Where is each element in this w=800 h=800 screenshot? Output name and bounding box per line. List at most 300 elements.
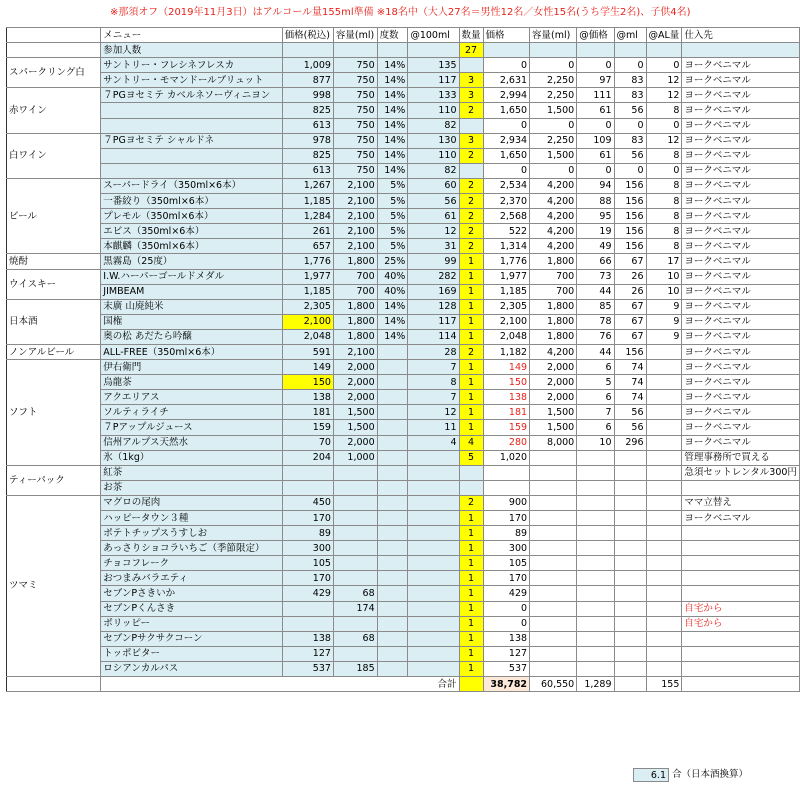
cell-qty: 1 — [459, 586, 483, 601]
table-row — [7, 390, 800, 405]
cell-item-name: ハッピータウン３種 — [101, 511, 282, 526]
category-label: ビール — [7, 178, 101, 253]
cell-item-name: ７Pアップルジュース — [101, 420, 282, 435]
cell-item-name: I.W.ハーパーゴールドメダル — [101, 269, 282, 284]
cell-total-price: 89 — [483, 526, 530, 541]
cell-item-name: おつまみバラエティ — [101, 571, 282, 586]
cell-price: 204 — [282, 450, 333, 465]
cell-price — [282, 616, 333, 631]
cell-qty: 1 — [459, 616, 483, 631]
cell-supplier: ママ立替え — [682, 495, 800, 510]
cell-abv: 5% — [377, 239, 408, 254]
cell-unit-price: 44 — [577, 344, 614, 359]
cell-unit-ml: 74 — [614, 375, 646, 390]
header-volume: 容量(ml) — [333, 28, 377, 43]
empty-cell — [333, 43, 377, 58]
cell-unit-al: 12 — [646, 73, 682, 88]
cell-total-volume: 1,500 — [530, 405, 577, 420]
cell-qty: 3 — [459, 88, 483, 103]
cell-total-volume — [530, 526, 577, 541]
cell-volume — [333, 495, 377, 510]
table-row — [7, 148, 800, 163]
cell-qty: 2 — [459, 103, 483, 118]
cell-unit-al — [646, 390, 682, 405]
header-abv: 度数 — [377, 28, 408, 43]
cell-total-volume — [530, 646, 577, 661]
cell-per100: 60 — [408, 178, 459, 193]
cell-unit-al — [646, 646, 682, 661]
cell-unit-ml: 56 — [614, 405, 646, 420]
cell-price: 149 — [282, 360, 333, 375]
cell-unit-ml — [614, 541, 646, 556]
cell-volume — [333, 556, 377, 571]
cell-price: 1,267 — [282, 178, 333, 193]
cell-unit-al — [646, 344, 682, 359]
cell-volume: 2,100 — [333, 209, 377, 224]
cell-volume: 1,500 — [333, 405, 377, 420]
cell-per100: 135 — [408, 58, 459, 73]
cell-volume — [333, 616, 377, 631]
cell-item-name: トッポビター — [101, 646, 282, 661]
cell-unit-price: 6 — [577, 390, 614, 405]
cell-total-volume: 2,000 — [530, 375, 577, 390]
cell-unit-price: 97 — [577, 73, 614, 88]
cell-total-volume: 4,200 — [530, 344, 577, 359]
cell-per100: 110 — [408, 103, 459, 118]
table-row — [7, 103, 800, 118]
header-row — [7, 28, 800, 43]
cell-unit-ml: 156 — [614, 344, 646, 359]
cell-qty: 1 — [459, 284, 483, 299]
cell-per100 — [408, 661, 459, 676]
cell-price: 150 — [282, 375, 333, 390]
cell-volume — [333, 541, 377, 556]
category-label: スパークリング白 — [7, 58, 101, 88]
cell-supplier: ヨークベニマル — [682, 163, 800, 178]
cell-volume: 185 — [333, 661, 377, 676]
category-label: ツマミ — [7, 495, 101, 676]
cell-supplier: ヨークベニマル — [682, 511, 800, 526]
cell-unit-al: 0 — [646, 118, 682, 133]
cell-unit-ml: 26 — [614, 269, 646, 284]
header-supplier: 仕入先 — [682, 28, 800, 43]
cell-total-price — [483, 480, 530, 495]
cell-unit-al — [646, 586, 682, 601]
cell-total-price: 2,100 — [483, 314, 530, 329]
cell-unit-ml: 83 — [614, 73, 646, 88]
cell-abv: 14% — [377, 329, 408, 344]
cell-per100: 11 — [408, 420, 459, 435]
table-row — [7, 360, 800, 375]
cell-per100: 110 — [408, 148, 459, 163]
cell-price: 877 — [282, 73, 333, 88]
cell-unit-al — [646, 420, 682, 435]
cell-per100 — [408, 450, 459, 465]
cell-total-volume: 0 — [530, 58, 577, 73]
cell-unit-al — [646, 375, 682, 390]
cell-unit-ml: 156 — [614, 224, 646, 239]
cell-supplier: 自宅から — [682, 616, 800, 631]
cell-volume: 750 — [333, 58, 377, 73]
cell-qty: 1 — [459, 601, 483, 616]
totals-label: 合計 — [101, 677, 459, 692]
cell-unit-price: 76 — [577, 329, 614, 344]
cell-per100: 31 — [408, 239, 459, 254]
cell-unit-ml — [614, 556, 646, 571]
table-row — [7, 178, 800, 193]
cell-abv: 14% — [377, 314, 408, 329]
cell-unit-price: 88 — [577, 194, 614, 209]
table-row — [7, 480, 800, 495]
cell-price: 89 — [282, 526, 333, 541]
cell-price: 127 — [282, 646, 333, 661]
cell-qty: 1 — [459, 314, 483, 329]
cell-unit-ml — [614, 586, 646, 601]
cell-total-volume — [530, 586, 577, 601]
cell-unit-ml: 296 — [614, 435, 646, 450]
cell-abv: 5% — [377, 224, 408, 239]
cell-item-name: アクエリアス — [101, 390, 282, 405]
category-label: 日本酒 — [7, 299, 101, 344]
cell-total-volume: 2,000 — [530, 360, 577, 375]
table-row — [7, 586, 800, 601]
cell-total-volume — [530, 450, 577, 465]
cell-per100: 82 — [408, 118, 459, 133]
cell-supplier: ヨークベニマル — [682, 435, 800, 450]
table-row — [7, 450, 800, 465]
cell-qty: 3 — [459, 133, 483, 148]
cell-unit-ml — [614, 616, 646, 631]
cell-per100 — [408, 526, 459, 541]
cell-item-name: 信州アルプス天然水 — [101, 435, 282, 450]
cell-item-name: ７PGヨセミテ シャルドネ — [101, 133, 282, 148]
cell-volume: 750 — [333, 73, 377, 88]
table-row — [7, 239, 800, 254]
cell-per100: 130 — [408, 133, 459, 148]
cell-per100 — [408, 646, 459, 661]
cell-qty: 4 — [459, 435, 483, 450]
cell-supplier: ヨークベニマル — [682, 118, 800, 133]
cell-price: 613 — [282, 118, 333, 133]
cell-unit-price — [577, 586, 614, 601]
table-row — [7, 571, 800, 586]
cell-unit-al: 8 — [646, 178, 682, 193]
cell-total-volume — [530, 631, 577, 646]
cell-qty: 1 — [459, 661, 483, 676]
cell-per100: 56 — [408, 194, 459, 209]
cell-abv — [377, 661, 408, 676]
cell-total-price: 0 — [483, 118, 530, 133]
cell-qty: 1 — [459, 254, 483, 269]
cell-volume: 700 — [333, 284, 377, 299]
cell-price — [282, 601, 333, 616]
table-row — [7, 329, 800, 344]
table-row — [7, 88, 800, 103]
cell-price: 1,284 — [282, 209, 333, 224]
cell-price: 2,305 — [282, 299, 333, 314]
cell-abv — [377, 586, 408, 601]
cell-price: 450 — [282, 495, 333, 510]
participants-row — [7, 43, 800, 58]
cell-price — [282, 465, 333, 480]
inventory-table — [6, 27, 800, 692]
cell-per100 — [408, 556, 459, 571]
cell-qty: 2 — [459, 148, 483, 163]
cell-price: 2,100 — [282, 314, 333, 329]
table-row — [7, 661, 800, 676]
cell-unit-price — [577, 511, 614, 526]
cell-per100 — [408, 511, 459, 526]
cell-volume: 1,500 — [333, 420, 377, 435]
cell-total-price: 429 — [483, 586, 530, 601]
cell-qty: 1 — [459, 571, 483, 586]
category-label: 焼酎 — [7, 254, 101, 269]
table-row — [7, 163, 800, 178]
cell-supplier: ヨークベニマル — [682, 375, 800, 390]
table-row — [7, 118, 800, 133]
header-unit-ml: @ml — [614, 28, 646, 43]
cell-total-price: 537 — [483, 661, 530, 676]
cell-total-volume: 2,000 — [530, 390, 577, 405]
empty-cell — [282, 43, 333, 58]
cell-item-name: マグロの尾肉 — [101, 495, 282, 510]
cell-abv — [377, 541, 408, 556]
cell-volume: 1,800 — [333, 254, 377, 269]
cell-qty: 2 — [459, 495, 483, 510]
cell-qty: 1 — [459, 405, 483, 420]
cell-item-name: ポテトチップスうすしお — [101, 526, 282, 541]
cell-per100: 12 — [408, 224, 459, 239]
cell-unit-price: 49 — [577, 239, 614, 254]
table-row — [7, 194, 800, 209]
cell-supplier — [682, 480, 800, 495]
cell-abv — [377, 480, 408, 495]
cell-price: 429 — [282, 586, 333, 601]
cell-total-volume: 1,500 — [530, 148, 577, 163]
cell-item-name: サントリー・フレシネフレスカ — [101, 58, 282, 73]
cell-price: 170 — [282, 511, 333, 526]
cell-unit-price: 66 — [577, 254, 614, 269]
cell-unit-price: 85 — [577, 299, 614, 314]
cell-abv — [377, 495, 408, 510]
cell-unit-ml: 74 — [614, 390, 646, 405]
empty-cell — [377, 43, 408, 58]
cell-abv — [377, 646, 408, 661]
cell-price: 537 — [282, 661, 333, 676]
cell-unit-ml: 83 — [614, 133, 646, 148]
cell-unit-price: 19 — [577, 224, 614, 239]
cell-unit-al: 0 — [646, 163, 682, 178]
totals-volume: 60,550 — [530, 677, 577, 692]
cell-supplier — [682, 661, 800, 676]
cell-per100: 28 — [408, 344, 459, 359]
cell-item-name: ７PGヨセミテ カベルネソーヴィニヨン — [101, 88, 282, 103]
category-label: 赤ワイン — [7, 88, 101, 133]
cell-abv — [377, 616, 408, 631]
table-row — [7, 495, 800, 510]
cell-supplier: ヨークベニマル — [682, 284, 800, 299]
table-row — [7, 269, 800, 284]
cell-supplier — [682, 571, 800, 586]
cell-item-name: 氷（1kg） — [101, 450, 282, 465]
empty-cell — [682, 43, 800, 58]
cell-volume: 1,800 — [333, 299, 377, 314]
cell-price: 300 — [282, 541, 333, 556]
cell-per100 — [408, 465, 459, 480]
cell-volume: 2,100 — [333, 178, 377, 193]
cell-per100: 7 — [408, 390, 459, 405]
cell-price: 825 — [282, 148, 333, 163]
cell-total-price: 1,650 — [483, 103, 530, 118]
cell-unit-price: 44 — [577, 284, 614, 299]
cell-total-price: 1,977 — [483, 269, 530, 284]
cell-unit-price: 10 — [577, 435, 614, 450]
cell-per100 — [408, 631, 459, 646]
cell-total-price: 138 — [483, 631, 530, 646]
cell-item-name: 伊右衛門 — [101, 360, 282, 375]
cell-item-name: ロシアンカルパス — [101, 661, 282, 676]
cell-qty: 1 — [459, 390, 483, 405]
cell-item-name: 紅茶 — [101, 465, 282, 480]
cell-volume: 1,800 — [333, 314, 377, 329]
cell-total-price: 1,314 — [483, 239, 530, 254]
cell-supplier: ヨークベニマル — [682, 360, 800, 375]
cell-supplier: 管理事務所で買える — [682, 450, 800, 465]
cell-unit-price: 111 — [577, 88, 614, 103]
cell-per100: 8 — [408, 375, 459, 390]
cell-item-name — [101, 103, 282, 118]
cell-total-price: 0 — [483, 616, 530, 631]
cell-qty: 1 — [459, 631, 483, 646]
cell-unit-price — [577, 541, 614, 556]
cell-volume: 750 — [333, 163, 377, 178]
cell-price — [282, 480, 333, 495]
cell-supplier: ヨークベニマル — [682, 314, 800, 329]
cell-supplier: ヨークベニマル — [682, 209, 800, 224]
cell-unit-al — [646, 405, 682, 420]
cell-abv: 25% — [377, 254, 408, 269]
cell-item-name: あっさりショコラいちご（季節限定） — [101, 541, 282, 556]
cell-supplier: ヨークベニマル — [682, 88, 800, 103]
cell-total-price: 150 — [483, 375, 530, 390]
empty-cell — [530, 43, 577, 58]
cell-unit-price — [577, 556, 614, 571]
cell-unit-ml: 26 — [614, 284, 646, 299]
cell-unit-al: 9 — [646, 329, 682, 344]
cell-unit-ml — [614, 601, 646, 616]
cell-unit-ml — [614, 511, 646, 526]
cell-volume: 2,100 — [333, 194, 377, 209]
cell-volume: 1,000 — [333, 450, 377, 465]
cell-total-price: 2,631 — [483, 73, 530, 88]
cell-unit-ml — [614, 480, 646, 495]
cell-qty — [459, 163, 483, 178]
header-qty: 数量 — [459, 28, 483, 43]
cell-price: 2,048 — [282, 329, 333, 344]
cell-qty — [459, 480, 483, 495]
cell-item-name — [101, 163, 282, 178]
cell-unit-al: 10 — [646, 284, 682, 299]
cell-supplier: ヨークベニマル — [682, 405, 800, 420]
cell-per100 — [408, 616, 459, 631]
cell-qty: 1 — [459, 511, 483, 526]
cell-abv: 14% — [377, 88, 408, 103]
cell-unit-al: 8 — [646, 194, 682, 209]
cell-per100 — [408, 586, 459, 601]
cell-unit-price — [577, 480, 614, 495]
cell-per100: 117 — [408, 73, 459, 88]
cell-volume: 2,000 — [333, 375, 377, 390]
cell-per100 — [408, 571, 459, 586]
cell-abv: 40% — [377, 284, 408, 299]
cell-total-price: 1,185 — [483, 284, 530, 299]
empty-cell — [459, 677, 483, 692]
cell-qty: 1 — [459, 541, 483, 556]
table-row — [7, 375, 800, 390]
cell-unit-al — [646, 435, 682, 450]
cell-per100: 99 — [408, 254, 459, 269]
cell-volume — [333, 571, 377, 586]
category-cell — [7, 677, 101, 692]
cell-unit-al: 9 — [646, 299, 682, 314]
table-row — [7, 556, 800, 571]
cell-unit-al: 8 — [646, 224, 682, 239]
cell-total-price: 1,776 — [483, 254, 530, 269]
cell-unit-ml: 67 — [614, 254, 646, 269]
cell-total-price: 0 — [483, 58, 530, 73]
cell-total-volume: 4,200 — [530, 239, 577, 254]
cell-item-name: お茶 — [101, 480, 282, 495]
cell-supplier: ヨークベニマル — [682, 224, 800, 239]
empty-cell — [682, 677, 800, 692]
category-label: ウイスキー — [7, 269, 101, 299]
cell-abv — [377, 631, 408, 646]
cell-total-price: 2,370 — [483, 194, 530, 209]
cell-supplier: ヨークベニマル — [682, 299, 800, 314]
cell-unit-al — [646, 526, 682, 541]
cell-abv: 14% — [377, 299, 408, 314]
cell-item-name: プレモル（350ml×6本） — [101, 209, 282, 224]
cell-unit-price: 95 — [577, 209, 614, 224]
cell-volume: 68 — [333, 586, 377, 601]
cell-price: 105 — [282, 556, 333, 571]
cell-volume: 2,100 — [333, 239, 377, 254]
cell-qty: 5 — [459, 450, 483, 465]
cell-abv — [377, 435, 408, 450]
cell-qty: 2 — [459, 209, 483, 224]
cell-volume — [333, 511, 377, 526]
cell-total-volume — [530, 571, 577, 586]
cell-total-price: 2,568 — [483, 209, 530, 224]
table-row — [7, 616, 800, 631]
cell-supplier — [682, 556, 800, 571]
cell-total-volume: 1,800 — [530, 299, 577, 314]
cell-unit-al — [646, 465, 682, 480]
cell-qty: 1 — [459, 646, 483, 661]
cell-qty — [459, 58, 483, 73]
cell-price: 1,977 — [282, 269, 333, 284]
cell-unit-ml: 83 — [614, 88, 646, 103]
cell-price: 657 — [282, 239, 333, 254]
totals-price: 38,782 — [483, 677, 530, 692]
cell-unit-ml — [614, 661, 646, 676]
totals-unit-al: 155 — [646, 677, 682, 692]
cell-qty: 1 — [459, 269, 483, 284]
cell-unit-al: 8 — [646, 239, 682, 254]
cell-abv: 5% — [377, 209, 408, 224]
sake-equivalent-label: 合（日本酒換算） — [672, 769, 749, 780]
cell-unit-al — [646, 495, 682, 510]
